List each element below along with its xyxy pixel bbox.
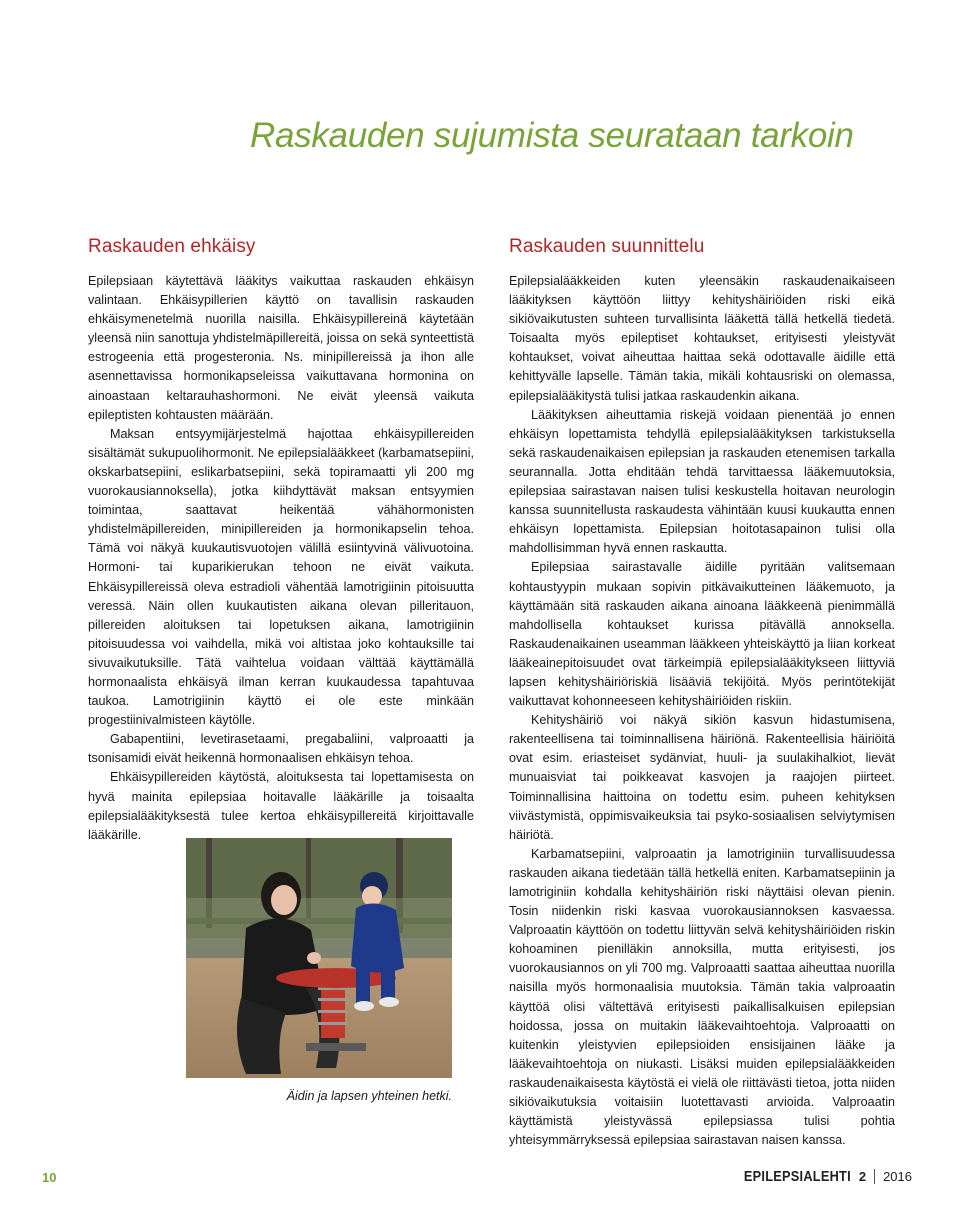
issue-number: 2 [858,1169,867,1184]
section-heading-raskauden-ehkaisy: Raskauden ehkäisy [88,236,256,257]
paragraph: Epilepsiaan käytettävä lääkitys vaikuttaa raskauden ehkäisyn valintaan. Ehkäisypillerien käyttö on tavallisin raskauden ehkäisymenetelmä nuorilla naisilla. Ehkäisypillereinä käytetään yleensä niin sanottuja yhdistelmäpillereitä, joissa on sekä synteettistä estrogeenia että progesteronia. Ns. minipillereissä ja ihon alle asennettavissa hormonikapseleissa vaikuttavana hormonina on ainoastaan keltarauhashormoni. Ne eivät yleensä vaikuta epileptisten kohtausten määrään. [88,274,474,422]
paragraph: Karbamatsepiini, valproaatin ja lamotriginiin turvallisuudessa raskauden aikana tiedetään tällä hetkellä eniten. Karbamatsepiinin ja lamotriginiin kohdalla kehityshäiriön riski näyttäisi olevan pienin. Tosin niidenkin riski kasvaa vuorokausiannoksen kasvaessa. Valproaatin käyttöön on todettu liittyvän selvä kehityshäiriöiden riskin kohoaminen pienilläkin annoksilla, mutta erityisesti, jos vuorokausiannos on yli 700 mg. Valproaatti saattaa aiheuttaa nuorilla naisilla myös hormonaalisia muutoksia. Tämän takia valproaatin käyttöä olisi vältettävä erityisesti paikallisalkuisen epilepsian hoidossa, jossa on muitakin lääkevaihtoehtoja. Valproaatti on kuitenkin yleistyvien epilepsioiden ensisijainen lääke ja lääkevaihtoehtoja on niukasti. Lisäksi muiden epilepsialääkkeiden raskaudenaikaisesta käytöstä ei vielä ole riittävästi tietoa, jotta niiden sikiövaikutuksia voitaisiin luotettavasti arvioida. Valproaatin käyttämistä yleistyvässä epilepsiassa tulisi pohtia yhteisymmärryksessä epilepsiaa sairastavan naisen kanssa. [509,846,895,1148]
photo-caption: Äidin ja lapsen yhteinen hetki. [286,1089,452,1103]
paragraph: Gabapentiini, levetirasetaami, pregabaliini, valproaatti ja tsonisamidi eivät heikennä hormonaalisen ehkäisyn tehoa. [88,732,474,766]
page-title: Raskauden sujumista seurataan tarkoin [250,116,854,155]
right-column [509,236,895,1150]
magazine-footer [725,1168,912,1185]
left-column [88,236,474,845]
paragraph: Epilepsialääkkeiden kuten yleensäkin raskaudenaikaiseen lääkityksen käyttöön liittyy kehityshäiriöiden riski eikä sikiövaikutusten suhteen turvallisinta lääkettä tällä hetkellä tiedetä. Toisaalta myös epileptiset kohtaukset, erityisesti yleistyvät kohtaukset, voivat aiheuttaa haittaa sekä odottavalle äidille että kehittyvälle lapselle. Tämän takia, mikäli kohtausriski on olemassa, epilepsialääkitystä tulisi jatkaa raskaudenkin aikana. [509,274,895,403]
paragraph: Kehityshäiriö voi näkyä sikiön kasvun hidastumisena, rakenteellisena tai toiminnallisena häiriönä. Rakenteellisia häiriöitä ovat esim. eriasteiset sydänviat, huuli- ja suulakihalkiot, lievät munuaisviat tai poikkeavat kasvojen ja raajojen piirteet. Toiminnallisina haittoina on todettu esim. puheen kehityksen viivästymistä, oppimisvaikeuksia tai psyko-sosiaalisen selviytymisen häiriötä. [509,713,895,842]
paragraph: Epilepsiaa sairastavalle äidille pyritään valitsemaan kohtaustyypin mukaan sopivin pitkävaikutteinen lääkemuoto, ja käyttämään sitä raskauden aikana ainoana lääkkeenä pienimmällä mahdollisella kohtaukset kurissa pitävällä annoksella. Raskaudenaikainen useamman lääkkeen yhteiskäyttö ja liian korkeat lääkeainepitoisuudet ovat tärkeimpiä epilepsialääkitykseen liittyviä lapsen kehityshäiriöriskiä lisääviä tekijöitä. Myös perintötekijät vaikuttavat kohonneeseen kehityshäiriöiden riskiin. [509,560,895,709]
paragraph: Lääkityksen aiheuttamia riskejä voidaan pienentää jo ennen ehkäisyn lopettamista tehdyllä epilepsialääkityksen tarkistuksella sekä raskaudenaikaisen epilepsian ja raskauden etenemisen tarkalla seurannalla. Jotta ehditään tehdä tarvittaessa lääkemuutoksia, epilepsiaa sairastavan naisen tulisi keskustella hoitavan neurologin kanssa suunnitellusta raskaudesta vähintään kuusi kuukautta ennen ehkäisyn lopettamista. Epilepsian hoitotasapainon tulisi olla mahdollisimman hyvä ennen raskautta. [509,407,895,556]
issue-year: 2016 [883,1169,912,1184]
mother-child-playground-photo [186,838,452,1078]
footer-divider [874,1169,875,1184]
paragraph: Maksan entsyymijärjestelmä hajottaa ehkäisypillereiden sisältämät sukupuolihormonit. Ne epilepsialääkkeet (karbamatsepiini, okskarbatsepiini, eslikarbatsepiini, sekä topiramaatti yli 200 mg vuorokausiannoksella), jotka kiihdyttävät maksan entsyymien toimintaa, saattavat heikentää vähähormonisten yhdistelmäpillereiden, minipillereiden ja hormonikapselin tehoa. Tämä voi näkyä kuukautisvuotojen välillä esiintyvinä välivuotoina. Hormoni- tai kuparikierukan tehoon ne eivät vaikuta. Ehkäisypillereissä oleva estradioli vähentää lamotrigiinin pitoisuutta veressä. Näin ollen kuukautisten aikana olevan pilleritauon, pillereiden aloituksen tai lopetuksen aikana, lamotrigiinin pitoisuudessa voi vaihdella, mikä voi altistaa joko kohtauksille tai sivuvaikutuksille. Tätä vaihtelua voidaan välttää käyttämällä hormonaalista ehkäisyä ilman kerran kuukaudessa tapahtuvaa taukoa. Lamotrigiinin käyttö ei ole este minkään progestiinivalmisteen käytölle. [88,426,474,728]
photo-block [186,838,452,1103]
paragraph: Ehkäisypillereiden käytöstä, aloituksesta tai lopettamisesta on hyvä mainita epilepsiaa hoitavalle lääkärille ja toisaalta epilepsialääkityksestä tulee kertoa ehkäisypillereitä kirjoittavalle lääkärille. [88,770,474,842]
magazine-name: EPILEPSIALEHTI [743,1168,851,1185]
page-number: 10 [42,1170,57,1185]
section-heading-raskauden-suunnittelu: Raskauden suunnittelu [509,236,705,257]
